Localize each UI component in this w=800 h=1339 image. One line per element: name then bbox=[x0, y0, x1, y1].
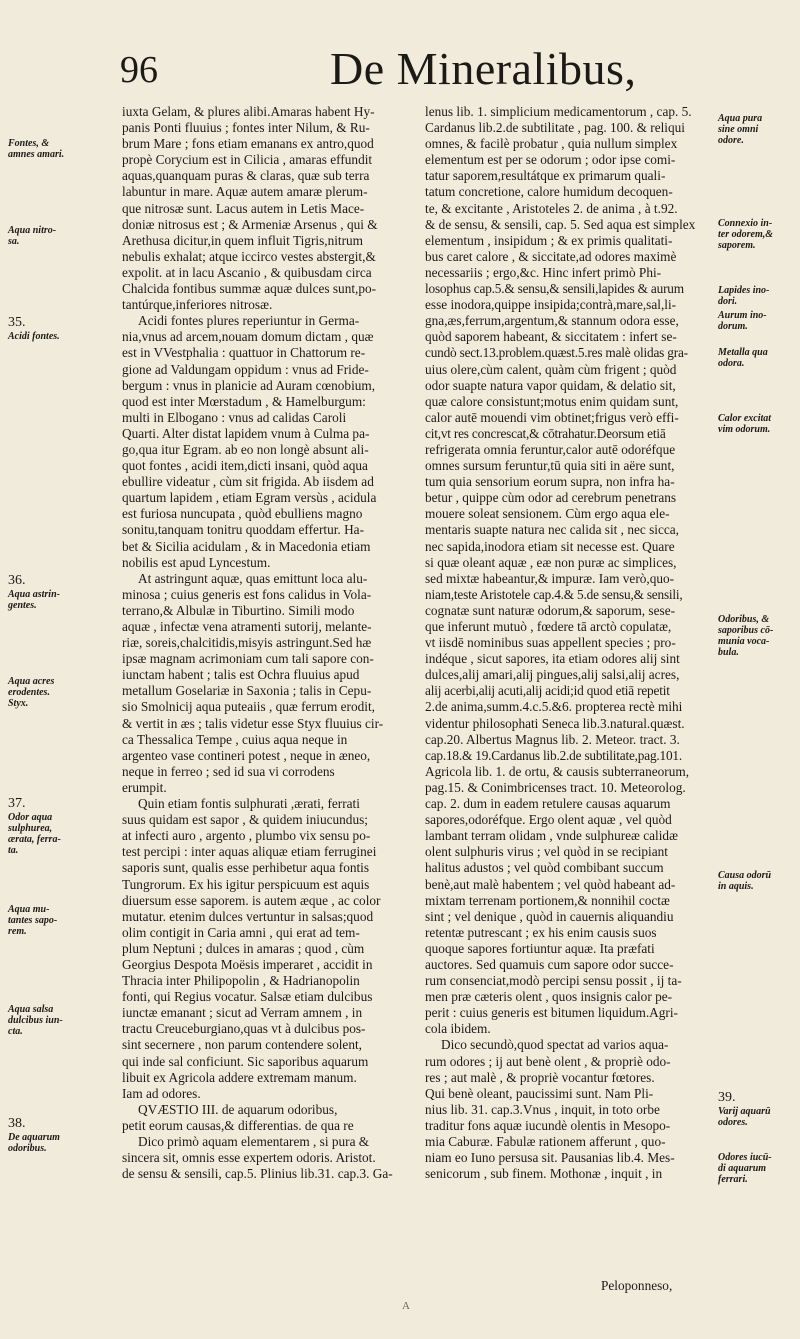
margin-note bbox=[718, 285, 798, 307]
margin-line: Styx. bbox=[8, 698, 29, 709]
text-line: Quarti. Alter distat lapidem vnum à Culma pa- bbox=[122, 425, 370, 441]
margin-line: odores. bbox=[718, 1117, 748, 1128]
margin-line: Causa odorū bbox=[718, 870, 772, 881]
text-line: ebullire videatur , cùm sit frigida. Ab iisdem ad bbox=[122, 474, 374, 490]
text-line: quoque sapores fortiuntur aquæ. Ita præfati bbox=[425, 940, 655, 956]
margin-note bbox=[8, 138, 108, 160]
text-line: expolit. at in lacu Ascanio , & quibusdam circa bbox=[122, 264, 372, 280]
margin-line: ferrari. bbox=[718, 1174, 748, 1185]
running-title: De Mineralibus, bbox=[330, 43, 637, 94]
text-line: cundò sect.13.problem.quæst.5.res malè olidas gra- bbox=[425, 345, 688, 361]
margin-note bbox=[8, 676, 108, 709]
margin-line: odore. bbox=[718, 135, 744, 146]
text-line: res ; aut malè , & propriè vocantur fœtores. bbox=[425, 1069, 655, 1085]
margin-number: 39. bbox=[718, 1090, 736, 1105]
text-line: test percipi : inter aquas aliquæ etiam ferruginei bbox=[122, 844, 377, 860]
text-line: gna,æs,ferrum,argentum,& stannum odora esse, bbox=[425, 313, 679, 329]
margin-line: sine omni bbox=[718, 124, 759, 135]
text-line: omnes, & facilè probatur , quia nullum simplex bbox=[425, 136, 678, 152]
margin-line: ter odorem,& bbox=[718, 229, 773, 240]
text-line: at infecti auro , argento , plumbo vix sensu po- bbox=[122, 828, 371, 844]
text-line: cit,vt res concrescat,& cōtrahatur.Deorsum etiā bbox=[425, 425, 666, 441]
text-line: nius lib. 31. cap.3.Vnus , inquit, in toto orbe bbox=[425, 1101, 660, 1117]
margin-line: Aqua mu- bbox=[8, 904, 50, 915]
margin-line: cta. bbox=[8, 1026, 23, 1037]
margin-line: Odor aqua bbox=[8, 812, 53, 823]
text-line: mixtam terrenam portionem,& nonnihil coctæ bbox=[425, 892, 670, 908]
margin-line: Metalla qua bbox=[718, 347, 768, 358]
margin-line: sulphurea, bbox=[8, 823, 53, 834]
text-line: iuxta Gelam, & plures alibi.Amaras habent Hy- bbox=[122, 104, 375, 119]
text-line: & vertit in æs ; talis videtur esse Styx fluuius cir- bbox=[122, 715, 384, 731]
text-line: est furiosa nuncupata , quòd ebulliens magno bbox=[122, 506, 363, 522]
text-line: Arethusa dicitur,in quem influit Tigris,nitrum bbox=[122, 232, 364, 248]
margin-line: Aqua pura bbox=[718, 113, 763, 124]
text-line: que inferunt mutuò , fœdere tā arctò copulatæ, bbox=[425, 619, 672, 634]
text-line: tantúrque,inferiores nitrosæ. bbox=[122, 297, 273, 313]
text-line: tatur saporem,resultátque ex primarum quali- bbox=[425, 168, 666, 184]
text-line: brum Mare ; fons etiam emanans ex antro,quod bbox=[122, 136, 374, 152]
margin-note bbox=[718, 870, 798, 892]
margin-note bbox=[718, 614, 798, 658]
text-line: odor suapte natura vapor quidam, & delatio sit, bbox=[425, 377, 676, 393]
text-line: elementum , insipidum ; & ex primis qualitati- bbox=[425, 232, 673, 248]
margin-line: gentes. bbox=[8, 600, 37, 611]
text-line: cola ibidem. bbox=[425, 1021, 491, 1037]
text-line: propè Corycium est in Cilicia , amaras effundit bbox=[122, 152, 373, 168]
text-line: cap.18.& 19.Cardanus lib.2.de subtilitate,pag.101. bbox=[425, 747, 682, 763]
margin-note bbox=[718, 347, 798, 369]
margin-note bbox=[8, 573, 108, 611]
text-line: saporis sunt, qualis esse perhibetur aqua fontis bbox=[122, 860, 370, 876]
text-line: tum quia sensorium eorum supra, non infra ha- bbox=[425, 474, 675, 490]
text-line: sio Smolnicij aqua puteaiis , quæ ferrum erodit, bbox=[122, 699, 375, 715]
text-line: Acidi fontes plures reperiuntur in Germa- bbox=[138, 313, 360, 329]
text-line: go,qua itur Egram. ab eo non longè absunt ali- bbox=[122, 441, 369, 457]
margin-line: bula. bbox=[718, 647, 739, 658]
margin-line: vim odorum. bbox=[718, 424, 771, 435]
margin-line: dulcibus iun- bbox=[8, 1015, 63, 1026]
text-line: mutatur. etenim dulces vertuntur in salsas;quod bbox=[122, 908, 374, 924]
text-line: vt iisdē nominibus suas appellent species ; pro- bbox=[425, 635, 676, 651]
text-line: ipsæ magnam acrimoniam cum tali sapore con- bbox=[122, 651, 374, 667]
margin-line: dorum. bbox=[718, 321, 748, 332]
margin-number: 36. bbox=[8, 573, 26, 588]
text-line: quòd saporem habeant, & siccitatem : infert se- bbox=[425, 329, 677, 345]
margin-line: erodentes. bbox=[8, 687, 50, 698]
text-line: de sensu & sensili, cap.5. Plinius lib.31. cap.3. Ga- bbox=[122, 1166, 393, 1182]
text-line: Thracia inter Philipopolin , & Hadrianopolin bbox=[122, 973, 360, 989]
text-line: auctores. Sed quamuis cum sapore odor succe- bbox=[425, 956, 674, 972]
text-line: metallum Goselariæ in Saxonia ; talis in Cepu- bbox=[122, 683, 372, 699]
text-line: losophus cap.5.& sensu,& sensili,lapides & aurum bbox=[425, 281, 684, 297]
text-line: bergum : vnus in planicie ad Auram cœnobium, bbox=[122, 377, 376, 393]
margin-line: saporem. bbox=[718, 240, 756, 251]
text-line: dulces,alij amari,alij pingues,alij salsi,alij acres, bbox=[425, 667, 680, 683]
text-line: Georgius Despota Moësis imperaret , accidit in bbox=[122, 956, 373, 972]
text-line: doniæ nitrosus est ; & Armeniæ Arsenus , qui & bbox=[122, 216, 378, 232]
margin-line: amnes amari. bbox=[8, 149, 65, 160]
margin-line: Odoribus, & bbox=[718, 614, 770, 625]
margin-note bbox=[718, 1152, 798, 1185]
text-line: Dico secundò,quod spectat ad varios aqua- bbox=[441, 1037, 669, 1053]
text-line: nec sapida,inodora etiam sit necesse est. Quare bbox=[425, 538, 675, 554]
text-line: diuersum esse saporem. is autem æque , ac color bbox=[122, 892, 381, 908]
margin-note bbox=[8, 796, 108, 856]
margin-line: Connexio in- bbox=[718, 218, 773, 229]
text-line: mouere soleat sensionem. Cùm ergo aqua ele- bbox=[425, 506, 670, 522]
margin-line: di aquarum bbox=[718, 1163, 767, 1174]
text-line: libuit ex Agricola addere extremam manum. bbox=[122, 1069, 357, 1085]
text-line: si quæ oleant aquæ , eæ non puræ ac simplices, bbox=[425, 554, 677, 570]
margin-line: sa. bbox=[8, 236, 20, 247]
left-column bbox=[122, 104, 399, 1182]
margin-line: odoribus. bbox=[8, 1143, 47, 1154]
text-line: plum Neptuni ; dulces in amaras ; quod , cùm bbox=[122, 940, 365, 956]
page-number: 96 bbox=[120, 49, 158, 91]
text-line: sint secernere , non parum contendere solent, bbox=[122, 1037, 362, 1053]
text-line: nebulis exhalat; atque iccirco vestes abstergit,& bbox=[122, 248, 376, 264]
margin-note bbox=[8, 1116, 108, 1154]
text-line: rum odores ; ij aut benè olent , & propriè odo- bbox=[425, 1053, 671, 1069]
text-line: olent sulphuris virus ; vel quòd in se recipiant bbox=[425, 844, 668, 860]
text-line: tractu Creuceburgiano,quas vt à dulcibus pos- bbox=[122, 1021, 366, 1037]
margin-note bbox=[718, 113, 798, 146]
text-line: calor autē mouendi vim obtinet;frigus verò effi- bbox=[425, 409, 679, 425]
margin-line: munia voca- bbox=[718, 636, 770, 647]
margin-line: in aquis. bbox=[718, 881, 754, 892]
text-line: riæ, soreis,chalcitidis,misyis astringunt.Sed hæ bbox=[122, 635, 372, 651]
catchword: Peloponneso, bbox=[601, 1278, 673, 1293]
text-line: mentaris suapte natura nec calida sit , nec sicca, bbox=[425, 522, 680, 538]
margin-line: ærata, ferra- bbox=[8, 834, 61, 845]
text-line: Tungrorum. Ex his igitur perspicuum est aquis bbox=[122, 876, 370, 892]
margin-line: Lapides ino- bbox=[718, 285, 770, 296]
text-line: quod est inter Mœrstadum , & Hamelburgum: bbox=[122, 393, 366, 409]
text-line: mia Caburæ. Fabulæ rationem afferunt , quo- bbox=[425, 1134, 666, 1149]
text-line: argenteo vase contineri potest , neque in æneo, bbox=[122, 747, 371, 763]
text-line: Iam ad odores. bbox=[122, 1085, 201, 1101]
text-line: sint ; vel denique , quòd in cauernis aliquandiu bbox=[425, 908, 674, 924]
text-line: Cardanus lib.2.de subtilitate , pag. 100. & reliqui bbox=[425, 120, 685, 136]
text-line: petit eorum causas,& differentias. de qua re bbox=[122, 1117, 354, 1133]
text-line: cap.20. Albertus Magnus lib. 2. Meteor. tract. 3. bbox=[425, 731, 680, 747]
text-line: elementum est per se odorum ; odor ipse comi- bbox=[425, 152, 676, 168]
text-line: senicorum , sub finem. Mothonæ , inquit , in bbox=[425, 1166, 663, 1182]
text-line: videntur philosophati Seneca lib.3.natural.quæst. bbox=[425, 715, 685, 731]
margin-note bbox=[718, 413, 798, 435]
text-line: sincera sit, omnis esse expertem odoris. Aristot. bbox=[122, 1150, 376, 1166]
margin-line: Fontes, & bbox=[8, 138, 50, 149]
margin-line: Aqua salsa bbox=[8, 1004, 54, 1015]
margin-line: Aqua nitro- bbox=[8, 225, 57, 236]
footer-mark: A bbox=[402, 1300, 410, 1312]
text-line: traditur fons aquæ iucundè olentis in Mesopo- bbox=[425, 1117, 671, 1133]
text-line: QVÆSTIO III. de aquarum odoribus, bbox=[138, 1101, 338, 1117]
margin-line: Aqua astrin- bbox=[8, 589, 60, 600]
text-line: erumpit. bbox=[122, 779, 167, 795]
right-column bbox=[425, 104, 710, 1182]
text-line: iunctam habent ; talis est Ochra fluuius apud bbox=[122, 667, 360, 683]
text-line: lenus lib. 1. simplicium medicamentorum , cap. 5. bbox=[425, 104, 692, 119]
text-line: rum consenciat,modò percipi sensu possit , ij ta- bbox=[425, 973, 682, 989]
text-line: olim contigit in Caria amni , qui erat ad tem- bbox=[122, 924, 360, 940]
text-line: Chalcida fontibus summæ aquæ dulces sunt,po- bbox=[122, 281, 377, 297]
text-line: aquas,quanquam puras & claras, quæ sub terra bbox=[122, 168, 370, 184]
text-line: sonitu,tanquam tonitru quoddam effertur. Ha- bbox=[122, 522, 364, 538]
text-line: bet & Sicilia acidulam , & in Macedonia etiam bbox=[122, 538, 371, 554]
text-line: labuntur in mare. Aquæ autem amaræ plerum- bbox=[122, 184, 368, 200]
margin-line: dori. bbox=[718, 296, 738, 307]
text-line: lambant terram olidam , vnde sulphureæ calidæ bbox=[425, 828, 678, 844]
text-line: cap. 2. dum in eadem retulere causas aquarum bbox=[425, 796, 671, 812]
text-line: At astringunt aquæ, quas emittunt loca alu- bbox=[138, 570, 368, 586]
text-line: omnes sursum feruntur,tū quia siti in aëre sunt, bbox=[425, 458, 675, 474]
text-line: nia,vnus ad arcem,nouam domum dictam , quæ bbox=[122, 329, 374, 345]
text-line: sed mixtæ habeantur,& impuræ. Iam verò,quo- bbox=[425, 570, 675, 586]
text-line: fonti, qui Regius vocatur. Salsæ etiam dulcibus bbox=[122, 989, 373, 1005]
text-line: retentæ putrescant ; ex his enim causis suos bbox=[425, 924, 657, 940]
margin-note bbox=[718, 218, 798, 251]
margin-note bbox=[718, 1090, 798, 1128]
margin-line: Odores iucū- bbox=[718, 1152, 772, 1163]
margin-note bbox=[8, 315, 108, 342]
text-line: benè,aut malè habentem ; vel quòd habeant ad- bbox=[425, 876, 676, 892]
margin-note bbox=[718, 310, 798, 332]
text-line: qui inde sal conficiunt. Sic saporibus aquarum bbox=[122, 1053, 369, 1069]
text-line: ca Thessalica Tempe , cuius aqua neque in bbox=[122, 731, 348, 747]
text-line: betur , quippe cùm odor ad cerebrum penetrans bbox=[425, 490, 677, 506]
margin-line: Varij aquarū bbox=[718, 1106, 771, 1117]
text-line: bus caret calore , & siccitate,ad odores maximè bbox=[425, 248, 677, 264]
text-line: indéque , sicut sapores, ita etiam odores alij sint bbox=[425, 651, 680, 667]
text-line: niam eo Iuno persusa sit. Pausanias lib.4. Mes- bbox=[425, 1150, 675, 1166]
margin-line: odora. bbox=[718, 358, 745, 369]
text-line: perit : cuius generis est bitumen liquidum.Agri- bbox=[425, 1005, 678, 1021]
margin-line: tantes sapo- bbox=[8, 915, 58, 926]
text-line: 2.de anima,summ.4.c.5.&6. propterea rectè mihi bbox=[425, 699, 683, 715]
text-line: terrano,& Albulæ in Tiburtino. Simili modo bbox=[122, 602, 355, 618]
text-line: Dico primò aquam elementarem , si pura & bbox=[138, 1134, 370, 1149]
page-header bbox=[0, 40, 800, 100]
text-line: pag.15. & Conimbricenses tract. 10. Meteorolog. bbox=[425, 779, 686, 795]
text-line: minosa ; cuius generis est fons calidus in Vola- bbox=[122, 586, 372, 602]
margin-number: 37. bbox=[8, 796, 26, 811]
text-line: aquæ , infectæ vena atramenti sutorij, melante- bbox=[122, 619, 372, 634]
text-line: gione ad Valdungam oppidum : vnus ad Fride- bbox=[122, 361, 369, 377]
margin-note bbox=[8, 1004, 108, 1037]
text-line: esse inodora,quippe insipida;contrà,mare,sal,li- bbox=[425, 297, 677, 313]
margin-note bbox=[8, 904, 108, 937]
text-line: neque in ferreo ; sed id sua vi corrodens bbox=[122, 763, 335, 779]
margin-line: saporibus cō- bbox=[718, 625, 774, 636]
text-line: uius olere,cùm calent, quàm cùm frigent ; quòd bbox=[425, 361, 677, 377]
text-line: nobilis est apud Lyncestum. bbox=[122, 554, 271, 570]
text-line: necessariis ; ergo,&c. Hinc infert primò Phi- bbox=[425, 264, 662, 280]
text-line: quot fontes , acidi item,dicti insani, quòd aqua bbox=[122, 458, 368, 474]
text-line: sapores,odoréfque. Ergo olent aquæ , vel quòd bbox=[425, 812, 672, 828]
text-line: quartum lapidem , etiam Egram versùs , acidula bbox=[122, 490, 377, 506]
text-line: Quin etiam fontis sulphurati ,ærati, ferrati bbox=[138, 796, 360, 812]
text-line: suus quidam est sapor , & quidem iniucundus; bbox=[122, 812, 368, 828]
margin-number: 35. bbox=[8, 315, 26, 330]
text-line: niam,teste Aristotele cap.4.& 5.de sensu,& sensili, bbox=[425, 586, 683, 602]
margin-line: ta. bbox=[8, 845, 19, 856]
text-line: & de sensu, & sensili, cap. 5. Sed aqua est simplex bbox=[425, 216, 696, 232]
margin-line: Aqua acres bbox=[8, 676, 55, 687]
text-line: quæ calore consistunt;motus enim quidam sunt, bbox=[425, 393, 679, 409]
margin-line: rem. bbox=[8, 926, 27, 937]
text-line: men præ cæteris olent , quos insignis calor pe- bbox=[425, 989, 673, 1005]
text-line: halitus adustos ; vel quòd combibant succum bbox=[425, 860, 664, 876]
margin-number: 38. bbox=[8, 1116, 26, 1131]
margin-line: Aurum ino- bbox=[718, 310, 767, 321]
margin-line: De aquarum bbox=[8, 1132, 60, 1143]
text-line: iunctæ emanant ; sicut ad Verram amnem , in bbox=[122, 1005, 363, 1021]
text-line: que nitrosæ sunt. Lacus autem in Letis Mace- bbox=[122, 200, 365, 216]
margin-line: Acidi fontes. bbox=[8, 331, 60, 342]
margin-line: Calor excitat bbox=[718, 413, 772, 424]
margin-note bbox=[8, 225, 108, 247]
text-line: panis Ponti fluuius ; fontes inter Nilum, & Ru- bbox=[122, 120, 370, 136]
text-line: cognatæ sunt naturæ odorum,& saporum, sese- bbox=[425, 602, 676, 618]
text-line: tatum concretione, calore humidum decoquen- bbox=[425, 184, 673, 200]
text-line: Agricola lib. 1. de ortu, & causis subterraneorum, bbox=[425, 763, 690, 779]
text-line: est in VVestphalia : quattuor in Chattorum re- bbox=[122, 345, 366, 361]
text-line: te, & excitante , Aristoteles 2. de anima , à t.92. bbox=[425, 200, 678, 216]
text-line: Qui benè oleant, paucissimi sunt. Nam Pli- bbox=[425, 1085, 654, 1101]
text-line: alij acerbi,alij acuti,alij acidi;id quod etiā repetit bbox=[425, 683, 670, 699]
text-line: refrigerata omnia feruntur,calor autē odoréfque bbox=[425, 441, 676, 457]
text-line: multi in Elbogano : vnus ad calidas Caroli bbox=[122, 409, 347, 425]
